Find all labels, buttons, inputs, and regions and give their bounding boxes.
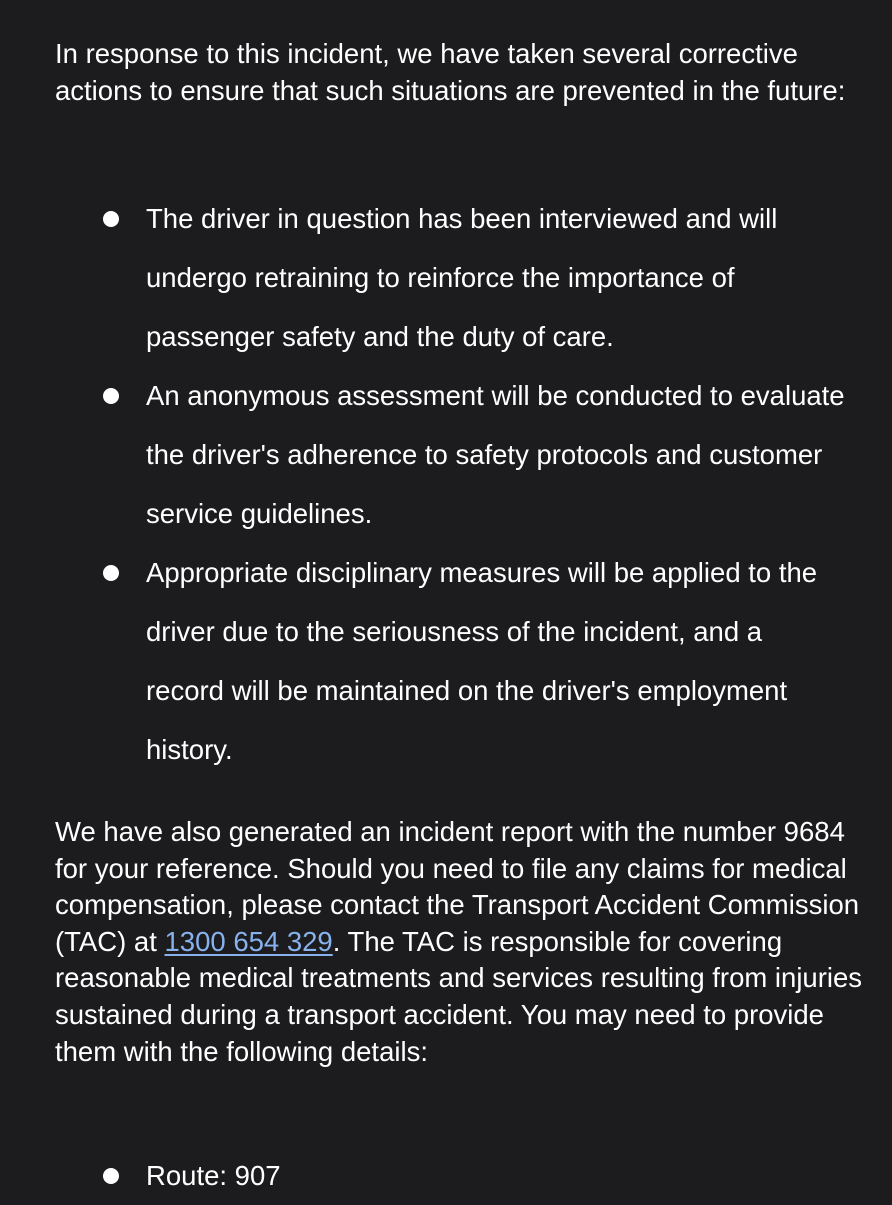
- bullet-dot-icon: [103, 565, 119, 581]
- bullet-dot-icon: [103, 1168, 119, 1184]
- detail-text: Route: 907: [146, 1160, 281, 1191]
- tac-text-after: . The TAC is responsible for covering reasonable medical treatments and services resulting from injuries sustained during a transport accident. You may need to provide them with the following details:: [55, 925, 863, 1067]
- action-text: The driver in question has been interviewed and will undergo retraining to reinforce the importance of passenger safety and the duty of care.: [146, 203, 778, 352]
- tac-paragraph: [55, 814, 867, 1070]
- tac-text-before: We have also generated an incident report with the number 9684 for your reference. Should you need to file any claims for medical compensation, please contact the Transport Accident Commission (TAC) at: [55, 816, 860, 957]
- action-text: An anonymous assessment will be conducted to evaluate the driver's adherence to safety protocols and customer service guidelines.: [146, 380, 845, 529]
- intro-paragraph: In response to this incident, we have taken several corrective actions to ensure that such situations are prevented in the future:: [55, 38, 846, 106]
- bullet-dot-icon: [103, 211, 119, 227]
- action-text: Appropriate disciplinary measures will be applied to the driver due to the seriousness of the incident, and a record will be maintained on the driver's employment history.: [146, 557, 818, 765]
- bullet-dot-icon: [103, 388, 119, 404]
- tac-phone-link[interactable]: 1300 654 329: [164, 925, 333, 957]
